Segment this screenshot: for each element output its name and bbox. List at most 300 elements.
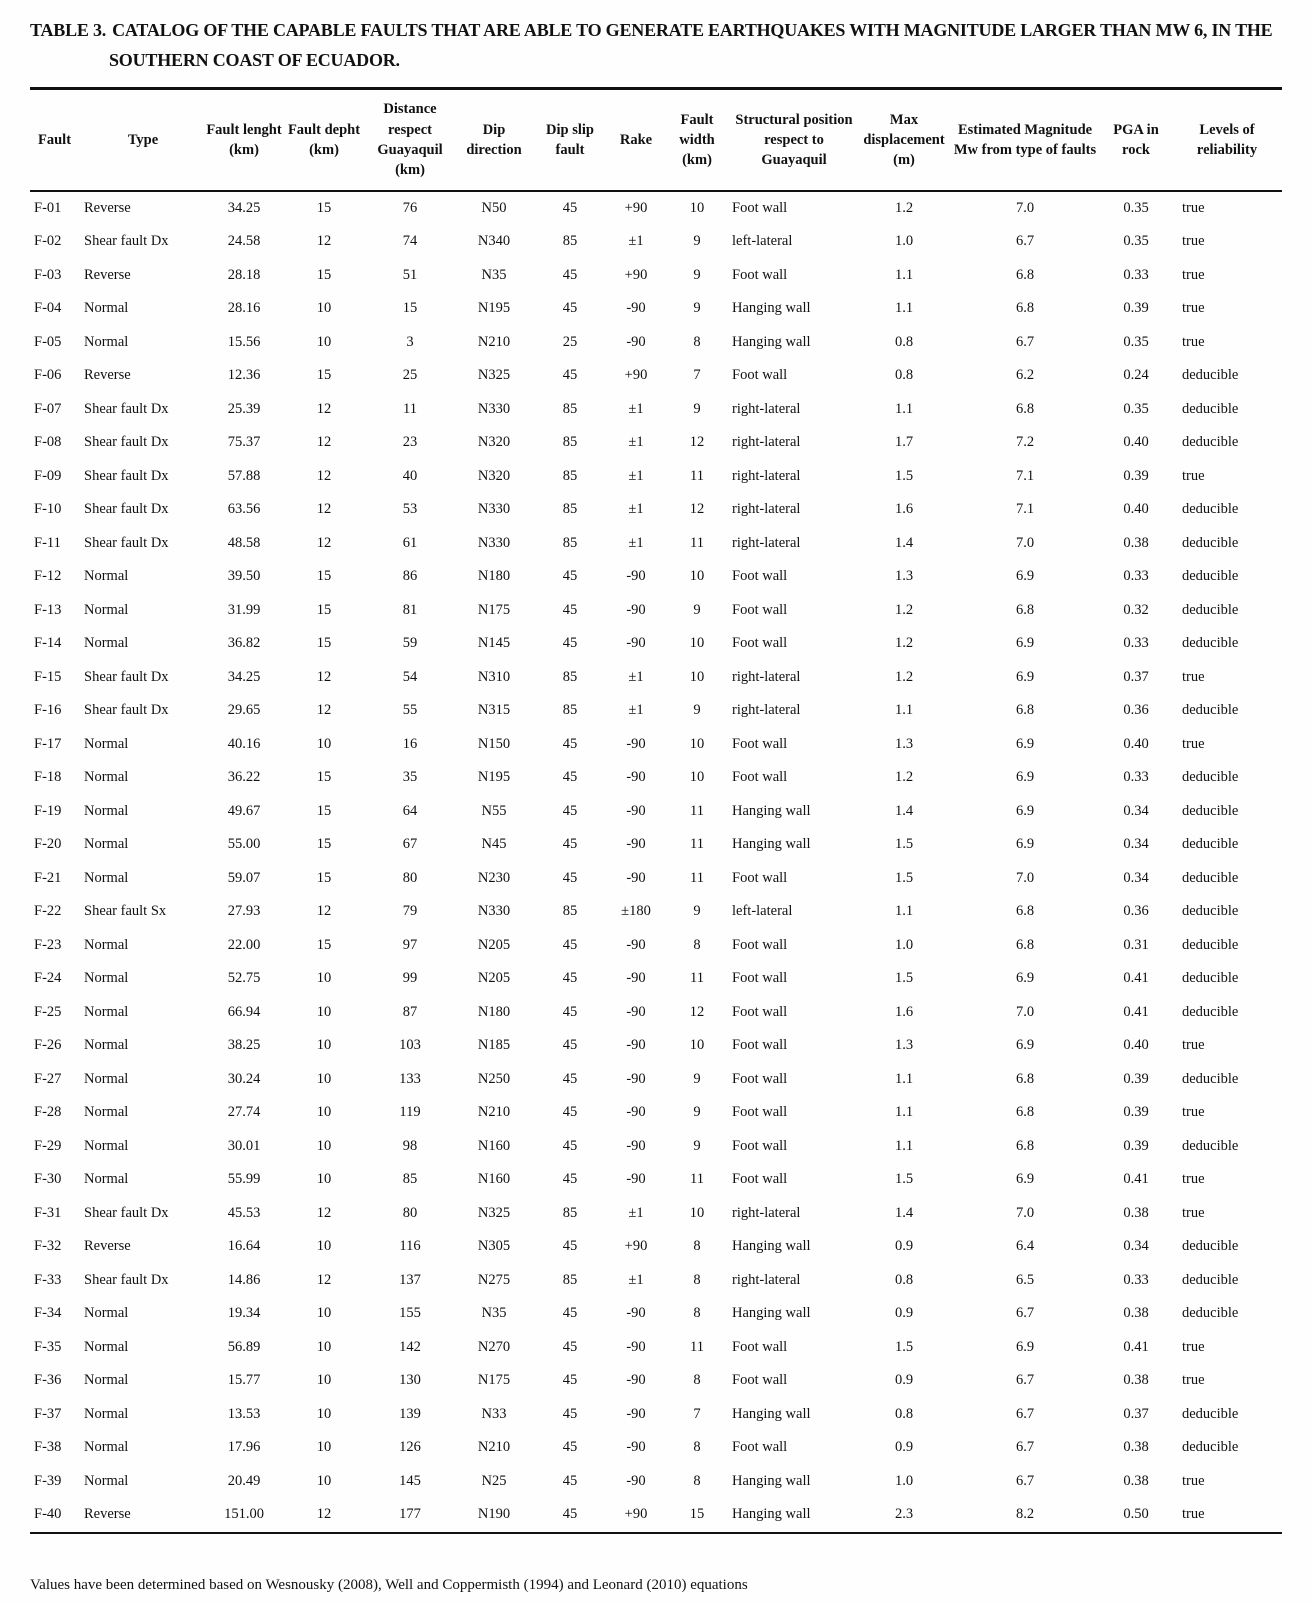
- cell-estimated-magnitude-mw-from-type-of-faults: 6.7: [1015, 1472, 1035, 1489]
- cell-rake: -90: [626, 735, 646, 752]
- cell-pga-in-rock: 0.34: [1123, 1238, 1149, 1255]
- cell-fault-depht-km: 10: [316, 1372, 332, 1389]
- cell-dip-direction: N275: [477, 1271, 511, 1288]
- cell-type: Reverse: [84, 266, 131, 283]
- cell-levels-of-reliability: deducible: [1182, 1439, 1239, 1456]
- cell-levels-of-reliability: deducible: [1182, 769, 1239, 786]
- cell-dip-direction: N250: [477, 1070, 511, 1087]
- cell-fault-width-km: 15: [689, 1506, 705, 1523]
- cell-fault-lenght-km: 30.24: [227, 1070, 261, 1087]
- cell-fault: F-40: [34, 1506, 62, 1523]
- cell-distance-respect-guayaquil-km: 85: [402, 1171, 418, 1188]
- cell-type: Normal: [84, 802, 129, 819]
- cell-fault-width-km: 10: [689, 635, 705, 652]
- cell-pga-in-rock: 0.39: [1123, 300, 1149, 317]
- cell-rake: -90: [626, 300, 646, 317]
- cell-fault-lenght-km: 52.75: [227, 970, 261, 987]
- cell-distance-respect-guayaquil-km: 130: [399, 1372, 421, 1389]
- cell-fault: F-18: [34, 769, 62, 786]
- table-row: [30, 1297, 1282, 1331]
- cell-dip-slip-fault: 45: [562, 1070, 578, 1087]
- cell-estimated-magnitude-mw-from-type-of-faults: 6.9: [1015, 802, 1035, 819]
- cell-distance-respect-guayaquil-km: 119: [399, 1104, 421, 1121]
- cell-fault-width-km: 9: [693, 1104, 701, 1121]
- cell-fault-lenght-km: 27.74: [227, 1104, 261, 1121]
- table-row: [30, 1197, 1282, 1231]
- cell-levels-of-reliability: deducible: [1182, 903, 1239, 920]
- column-header-structural-position-respect-to-guayaquil: Structural position respect to Guayaquil: [735, 111, 853, 169]
- cell-distance-respect-guayaquil-km: 67: [402, 836, 418, 853]
- cell-fault-width-km: 8: [693, 1271, 701, 1288]
- cell-fault-width-km: 10: [689, 568, 705, 585]
- cell-fault-depht-km: 12: [316, 434, 332, 451]
- cell-fault: F-35: [34, 1338, 62, 1355]
- cell-fault: F-33: [34, 1271, 62, 1288]
- table-title-line2: SOUTHERN COAST OF ECUADOR.: [109, 49, 400, 70]
- table-row: [30, 862, 1282, 896]
- cell-fault-depht-km: 10: [316, 1037, 332, 1054]
- cell-fault-lenght-km: 55.99: [227, 1171, 261, 1188]
- cell-levels-of-reliability: true: [1182, 1104, 1205, 1121]
- cell-fault: F-30: [34, 1171, 62, 1188]
- cell-estimated-magnitude-mw-from-type-of-faults: 6.8: [1015, 1070, 1035, 1087]
- cell-dip-slip-fault: 45: [562, 1506, 578, 1523]
- cell-fault-width-km: 11: [690, 869, 704, 886]
- cell-dip-direction: N180: [477, 1003, 511, 1020]
- cell-dip-direction: N205: [477, 936, 511, 953]
- cell-dip-direction: N205: [477, 970, 511, 987]
- cell-dip-direction: N330: [477, 534, 511, 551]
- cell-fault-depht-km: 12: [316, 501, 332, 518]
- cell-pga-in-rock: 0.40: [1123, 434, 1149, 451]
- cell-type: Normal: [84, 936, 129, 953]
- cell-rake: ±1: [628, 400, 644, 417]
- cell-fault-depht-km: 10: [316, 300, 332, 317]
- cell-rake: -90: [626, 568, 646, 585]
- cell-dip-slip-fault: 45: [562, 601, 578, 618]
- cell-fault-depht-km: 15: [316, 769, 332, 786]
- cell-estimated-magnitude-mw-from-type-of-faults: 7.1: [1015, 501, 1035, 518]
- cell-rake: -90: [626, 1137, 646, 1154]
- cell-type: Normal: [84, 1338, 129, 1355]
- cell-levels-of-reliability: deducible: [1182, 1238, 1239, 1255]
- cell-fault-lenght-km: 12.36: [227, 367, 261, 384]
- cell-fault-depht-km: 10: [316, 1338, 332, 1355]
- cell-fault-depht-km: 15: [316, 367, 332, 384]
- cell-fault-depht-km: 10: [316, 1070, 332, 1087]
- cell-estimated-magnitude-mw-from-type-of-faults: 7.2: [1015, 434, 1035, 451]
- cell-fault: F-32: [34, 1238, 62, 1255]
- cell-type: Shear fault Dx: [84, 400, 169, 417]
- cell-fault-lenght-km: 40.16: [227, 735, 261, 752]
- cell-structural-position-respect-to-guayaquil: Foot wall: [732, 367, 788, 384]
- cell-max-displacement-m: 1.1: [894, 1104, 914, 1121]
- cell-fault-lenght-km: 45.53: [227, 1204, 261, 1221]
- column-header-type: Type: [127, 131, 159, 148]
- column-header-rake: Rake: [619, 131, 653, 148]
- cell-estimated-magnitude-mw-from-type-of-faults: 6.9: [1015, 1037, 1035, 1054]
- cell-fault: F-07: [34, 400, 62, 417]
- cell-dip-slip-fault: 45: [562, 266, 578, 283]
- cell-structural-position-respect-to-guayaquil: Hanging wall: [732, 1305, 811, 1322]
- cell-type: Reverse: [84, 367, 131, 384]
- cell-dip-slip-fault: 45: [562, 936, 578, 953]
- table-header-row: [30, 89, 1282, 191]
- table-row: [30, 895, 1282, 929]
- cell-levels-of-reliability: deducible: [1182, 970, 1239, 987]
- cell-estimated-magnitude-mw-from-type-of-faults: 7.0: [1015, 869, 1035, 886]
- cell-levels-of-reliability: deducible: [1182, 702, 1239, 719]
- cell-fault-lenght-km: 75.37: [227, 434, 261, 451]
- cell-fault: F-05: [34, 333, 62, 350]
- cell-rake: -90: [626, 1305, 646, 1322]
- cell-dip-slip-fault: 85: [562, 668, 578, 685]
- cell-rake: ±1: [628, 702, 644, 719]
- cell-fault-depht-km: 15: [316, 802, 332, 819]
- cell-max-displacement-m: 0.8: [894, 1405, 914, 1422]
- cell-fault-depht-km: 12: [316, 1271, 332, 1288]
- cell-type: Shear fault Dx: [84, 1271, 169, 1288]
- cell-distance-respect-guayaquil-km: 87: [402, 1003, 418, 1020]
- table-row: [30, 694, 1282, 728]
- cell-fault-depht-km: 10: [316, 1104, 332, 1121]
- cell-type: Normal: [84, 300, 129, 317]
- cell-fault-lenght-km: 31.99: [227, 601, 261, 618]
- cell-distance-respect-guayaquil-km: 126: [399, 1439, 421, 1456]
- cell-fault-width-km: 11: [690, 802, 704, 819]
- cell-pga-in-rock: 0.50: [1123, 1506, 1149, 1523]
- cell-structural-position-respect-to-guayaquil: right-lateral: [732, 1204, 801, 1221]
- column-header-max-displacement-m: Max displacement (m): [863, 111, 945, 169]
- cell-max-displacement-m: 1.2: [894, 199, 914, 216]
- cell-fault-lenght-km: 16.64: [227, 1238, 261, 1255]
- cell-fault: F-13: [34, 601, 62, 618]
- cell-fault: F-04: [34, 300, 62, 317]
- cell-dip-direction: N185: [477, 1037, 511, 1054]
- cell-fault-depht-km: 10: [316, 1305, 332, 1322]
- table-header: [30, 89, 1282, 191]
- cell-fault: F-11: [34, 534, 61, 551]
- cell-estimated-magnitude-mw-from-type-of-faults: 6.5: [1015, 1271, 1035, 1288]
- cell-distance-respect-guayaquil-km: 64: [402, 802, 418, 819]
- table-title: [30, 16, 1284, 75]
- table-row: [30, 1130, 1282, 1164]
- column-header-levels-of-reliability: Levels of reliability: [1196, 121, 1258, 158]
- cell-rake: -90: [626, 1104, 646, 1121]
- cell-fault-depht-km: 12: [316, 233, 332, 250]
- cell-max-displacement-m: 1.4: [894, 1204, 914, 1221]
- cell-pga-in-rock: 0.40: [1123, 1037, 1149, 1054]
- cell-rake: -90: [626, 836, 646, 853]
- cell-rake: +90: [624, 367, 648, 384]
- cell-fault-width-km: 8: [693, 936, 701, 953]
- cell-dip-slip-fault: 45: [562, 1472, 578, 1489]
- cell-structural-position-respect-to-guayaquil: Foot wall: [732, 601, 788, 618]
- column-header-fault: Fault: [38, 131, 72, 148]
- cell-fault-lenght-km: 66.94: [227, 1003, 261, 1020]
- cell-levels-of-reliability: deducible: [1182, 635, 1239, 652]
- cell-fault-lenght-km: 19.34: [227, 1305, 261, 1322]
- cell-levels-of-reliability: true: [1182, 333, 1205, 350]
- cell-dip-slip-fault: 45: [562, 1171, 578, 1188]
- cell-levels-of-reliability: deducible: [1182, 434, 1239, 451]
- cell-structural-position-respect-to-guayaquil: left-lateral: [732, 903, 793, 920]
- cell-dip-direction: N160: [477, 1137, 511, 1154]
- cell-dip-slip-fault: 25: [562, 333, 578, 350]
- cell-type: Normal: [84, 735, 129, 752]
- cell-dip-direction: N45: [481, 836, 507, 853]
- cell-distance-respect-guayaquil-km: 137: [399, 1271, 421, 1288]
- cell-fault-lenght-km: 34.25: [227, 199, 261, 216]
- table-row: [30, 259, 1282, 293]
- cell-type: Normal: [84, 970, 129, 987]
- cell-levels-of-reliability: deducible: [1182, 1003, 1239, 1020]
- cell-max-displacement-m: 1.3: [894, 568, 914, 585]
- cell-dip-slip-fault: 45: [562, 300, 578, 317]
- table-row: [30, 962, 1282, 996]
- cell-fault-depht-km: 15: [316, 199, 332, 216]
- cell-distance-respect-guayaquil-km: 74: [402, 233, 418, 250]
- cell-dip-slip-fault: 45: [562, 635, 578, 652]
- cell-dip-direction: N310: [477, 668, 511, 685]
- cell-fault-lenght-km: 57.88: [227, 467, 261, 484]
- cell-max-displacement-m: 1.0: [894, 1472, 914, 1489]
- cell-max-displacement-m: 1.2: [894, 769, 914, 786]
- column-header-dip-direction: Dip direction: [466, 121, 522, 158]
- cell-levels-of-reliability: true: [1182, 199, 1205, 216]
- cell-dip-slip-fault: 45: [562, 1003, 578, 1020]
- cell-pga-in-rock: 0.41: [1123, 1338, 1149, 1355]
- table-row: [30, 1029, 1282, 1063]
- cell-rake: -90: [626, 769, 646, 786]
- cell-fault-lenght-km: 36.82: [227, 635, 261, 652]
- cell-dip-slip-fault: 45: [562, 836, 578, 853]
- cell-distance-respect-guayaquil-km: 145: [399, 1472, 421, 1489]
- cell-rake: -90: [626, 936, 646, 953]
- cell-estimated-magnitude-mw-from-type-of-faults: 7.0: [1015, 199, 1035, 216]
- cell-estimated-magnitude-mw-from-type-of-faults: 6.8: [1015, 266, 1035, 283]
- cell-rake: -90: [626, 1372, 646, 1389]
- column-header-estimated-magnitude-mw-from-type-of-faults: Estimated Magnitude Mw from type of faults: [953, 121, 1097, 158]
- cell-fault-width-km: 9: [693, 233, 701, 250]
- cell-distance-respect-guayaquil-km: 51: [402, 266, 418, 283]
- cell-structural-position-respect-to-guayaquil: Foot wall: [732, 936, 788, 953]
- cell-pga-in-rock: 0.41: [1123, 1171, 1149, 1188]
- cell-estimated-magnitude-mw-from-type-of-faults: 6.9: [1015, 635, 1035, 652]
- cell-levels-of-reliability: true: [1182, 1171, 1205, 1188]
- cell-fault-depht-km: 10: [316, 1003, 332, 1020]
- cell-fault-width-km: 9: [693, 1137, 701, 1154]
- cell-dip-direction: N50: [481, 199, 507, 216]
- cell-dip-slip-fault: 45: [562, 199, 578, 216]
- cell-pga-in-rock: 0.33: [1123, 1271, 1149, 1288]
- cell-structural-position-respect-to-guayaquil: right-lateral: [732, 400, 801, 417]
- cell-pga-in-rock: 0.40: [1123, 735, 1149, 752]
- cell-dip-slip-fault: 45: [562, 1104, 578, 1121]
- cell-fault-lenght-km: 63.56: [227, 501, 261, 518]
- table-row: [30, 594, 1282, 628]
- cell-fault-lenght-km: 59.07: [227, 869, 261, 886]
- cell-fault: F-12: [34, 568, 62, 585]
- cell-type: Normal: [84, 769, 129, 786]
- cell-pga-in-rock: 0.39: [1123, 467, 1149, 484]
- cell-fault: F-20: [34, 836, 62, 853]
- cell-type: Normal: [84, 1037, 129, 1054]
- table-row: [30, 493, 1282, 527]
- cell-fault-depht-km: 12: [316, 668, 332, 685]
- cell-estimated-magnitude-mw-from-type-of-faults: 6.8: [1015, 601, 1035, 618]
- table-row: [30, 1230, 1282, 1264]
- cell-fault: F-21: [34, 869, 62, 886]
- cell-structural-position-respect-to-guayaquil: Foot wall: [732, 1003, 788, 1020]
- cell-fault-width-km: 8: [693, 1238, 701, 1255]
- cell-pga-in-rock: 0.24: [1123, 367, 1149, 384]
- cell-max-displacement-m: 1.1: [894, 1137, 914, 1154]
- cell-max-displacement-m: 1.0: [894, 936, 914, 953]
- cell-fault-width-km: 11: [690, 970, 704, 987]
- cell-type: Normal: [84, 1305, 129, 1322]
- cell-rake: -90: [626, 1070, 646, 1087]
- table-row: [30, 527, 1282, 561]
- cell-dip-direction: N195: [477, 300, 511, 317]
- cell-estimated-magnitude-mw-from-type-of-faults: 8.2: [1015, 1506, 1035, 1523]
- cell-fault-depht-km: 10: [316, 1472, 332, 1489]
- cell-levels-of-reliability: true: [1182, 1372, 1205, 1389]
- cell-dip-direction: N320: [477, 434, 511, 451]
- table-row: [30, 1398, 1282, 1432]
- cell-distance-respect-guayaquil-km: 59: [402, 635, 418, 652]
- cell-max-displacement-m: 1.5: [894, 1171, 914, 1188]
- cell-distance-respect-guayaquil-km: 142: [399, 1338, 421, 1355]
- cell-fault: F-25: [34, 1003, 62, 1020]
- cell-structural-position-respect-to-guayaquil: Hanging wall: [732, 300, 811, 317]
- table-row: [30, 326, 1282, 360]
- cell-fault-depht-km: 10: [316, 1171, 332, 1188]
- cell-rake: ±1: [628, 233, 644, 250]
- cell-rake: -90: [626, 1405, 646, 1422]
- cell-type: Normal: [84, 333, 129, 350]
- cell-fault: F-38: [34, 1439, 62, 1456]
- cell-rake: -90: [626, 802, 646, 819]
- cell-fault: F-09: [34, 467, 62, 484]
- cell-fault-width-km: 9: [693, 903, 701, 920]
- cell-pga-in-rock: 0.38: [1123, 1372, 1149, 1389]
- cell-dip-direction: N35: [481, 1305, 507, 1322]
- column-header-fault-depht-km: Fault depht (km): [287, 121, 361, 158]
- cell-dip-slip-fault: 45: [562, 1338, 578, 1355]
- cell-estimated-magnitude-mw-from-type-of-faults: 6.9: [1015, 970, 1035, 987]
- cell-type: Shear fault Dx: [84, 534, 169, 551]
- cell-max-displacement-m: 1.5: [894, 970, 914, 987]
- cell-fault: F-36: [34, 1372, 62, 1389]
- cell-rake: -90: [626, 1037, 646, 1054]
- table-row: [30, 1331, 1282, 1365]
- cell-fault: F-06: [34, 367, 62, 384]
- cell-distance-respect-guayaquil-km: 11: [403, 400, 417, 417]
- table-row: [30, 292, 1282, 326]
- cell-fault: F-34: [34, 1305, 62, 1322]
- cell-fault-lenght-km: 25.39: [227, 400, 261, 417]
- cell-type: Normal: [84, 836, 129, 853]
- cell-dip-slip-fault: 45: [562, 735, 578, 752]
- cell-fault-lenght-km: 48.58: [227, 534, 261, 551]
- cell-fault-width-km: 8: [693, 1472, 701, 1489]
- cell-fault: F-27: [34, 1070, 62, 1087]
- cell-fault-depht-km: 15: [316, 266, 332, 283]
- cell-estimated-magnitude-mw-from-type-of-faults: 7.0: [1015, 534, 1035, 551]
- cell-distance-respect-guayaquil-km: 40: [402, 467, 418, 484]
- cell-dip-direction: N270: [477, 1338, 511, 1355]
- cell-type: Normal: [84, 601, 129, 618]
- cell-structural-position-respect-to-guayaquil: Hanging wall: [732, 1405, 811, 1422]
- cell-estimated-magnitude-mw-from-type-of-faults: 6.8: [1015, 300, 1035, 317]
- cell-levels-of-reliability: deducible: [1182, 534, 1239, 551]
- cell-fault-lenght-km: 27.93: [227, 903, 261, 920]
- cell-fault-width-km: 10: [689, 1037, 705, 1054]
- cell-pga-in-rock: 0.40: [1123, 501, 1149, 518]
- cell-structural-position-respect-to-guayaquil: Foot wall: [732, 1137, 788, 1154]
- cell-distance-respect-guayaquil-km: 155: [399, 1305, 421, 1322]
- cell-dip-slip-fault: 85: [562, 434, 578, 451]
- cell-fault-depht-km: 12: [316, 1506, 332, 1523]
- cell-estimated-magnitude-mw-from-type-of-faults: 6.8: [1015, 1104, 1035, 1121]
- cell-fault: F-23: [34, 936, 62, 953]
- cell-levels-of-reliability: deducible: [1182, 1137, 1239, 1154]
- cell-fault-depht-km: 15: [316, 635, 332, 652]
- cell-fault-depht-km: 10: [316, 1238, 332, 1255]
- table-row: [30, 1163, 1282, 1197]
- cell-pga-in-rock: 0.41: [1123, 970, 1149, 987]
- cell-max-displacement-m: 1.2: [894, 668, 914, 685]
- cell-dip-direction: N175: [477, 601, 511, 618]
- cell-levels-of-reliability: true: [1182, 1037, 1205, 1054]
- cell-type: Reverse: [84, 1506, 131, 1523]
- cell-structural-position-respect-to-guayaquil: right-lateral: [732, 501, 801, 518]
- cell-structural-position-respect-to-guayaquil: Foot wall: [732, 735, 788, 752]
- cell-estimated-magnitude-mw-from-type-of-faults: 6.9: [1015, 568, 1035, 585]
- cell-fault-depht-km: 10: [316, 1439, 332, 1456]
- column-header-fault-lenght-km: Fault lenght (km): [206, 121, 282, 158]
- cell-type: Shear fault Sx: [84, 903, 167, 920]
- cell-dip-slip-fault: 85: [562, 1204, 578, 1221]
- cell-estimated-magnitude-mw-from-type-of-faults: 6.7: [1015, 1405, 1035, 1422]
- table-row: [30, 761, 1282, 795]
- cell-fault-lenght-km: 28.18: [227, 266, 261, 283]
- cell-dip-direction: N180: [477, 568, 511, 585]
- cell-estimated-magnitude-mw-from-type-of-faults: 6.9: [1015, 1338, 1035, 1355]
- cell-estimated-magnitude-mw-from-type-of-faults: 6.9: [1015, 735, 1035, 752]
- cell-structural-position-respect-to-guayaquil: Hanging wall: [732, 802, 811, 819]
- cell-dip-slip-fault: 45: [562, 769, 578, 786]
- cell-dip-direction: N325: [477, 367, 511, 384]
- cell-structural-position-respect-to-guayaquil: Foot wall: [732, 1171, 788, 1188]
- cell-pga-in-rock: 0.39: [1123, 1137, 1149, 1154]
- cell-distance-respect-guayaquil-km: 99: [402, 970, 418, 987]
- cell-fault: F-37: [34, 1405, 62, 1422]
- cell-structural-position-respect-to-guayaquil: Foot wall: [732, 1070, 788, 1087]
- cell-max-displacement-m: 1.1: [894, 300, 914, 317]
- cell-pga-in-rock: 0.33: [1123, 266, 1149, 283]
- cell-fault-width-km: 8: [693, 1305, 701, 1322]
- table-row: [30, 828, 1282, 862]
- fault-catalog-table: [30, 87, 1282, 1533]
- cell-fault-width-km: 12: [689, 501, 705, 518]
- cell-dip-direction: N25: [481, 1472, 507, 1489]
- cell-fault-lenght-km: 34.25: [227, 668, 261, 685]
- cell-pga-in-rock: 0.35: [1123, 400, 1149, 417]
- cell-estimated-magnitude-mw-from-type-of-faults: 7.1: [1015, 467, 1035, 484]
- cell-dip-slip-fault: 45: [562, 367, 578, 384]
